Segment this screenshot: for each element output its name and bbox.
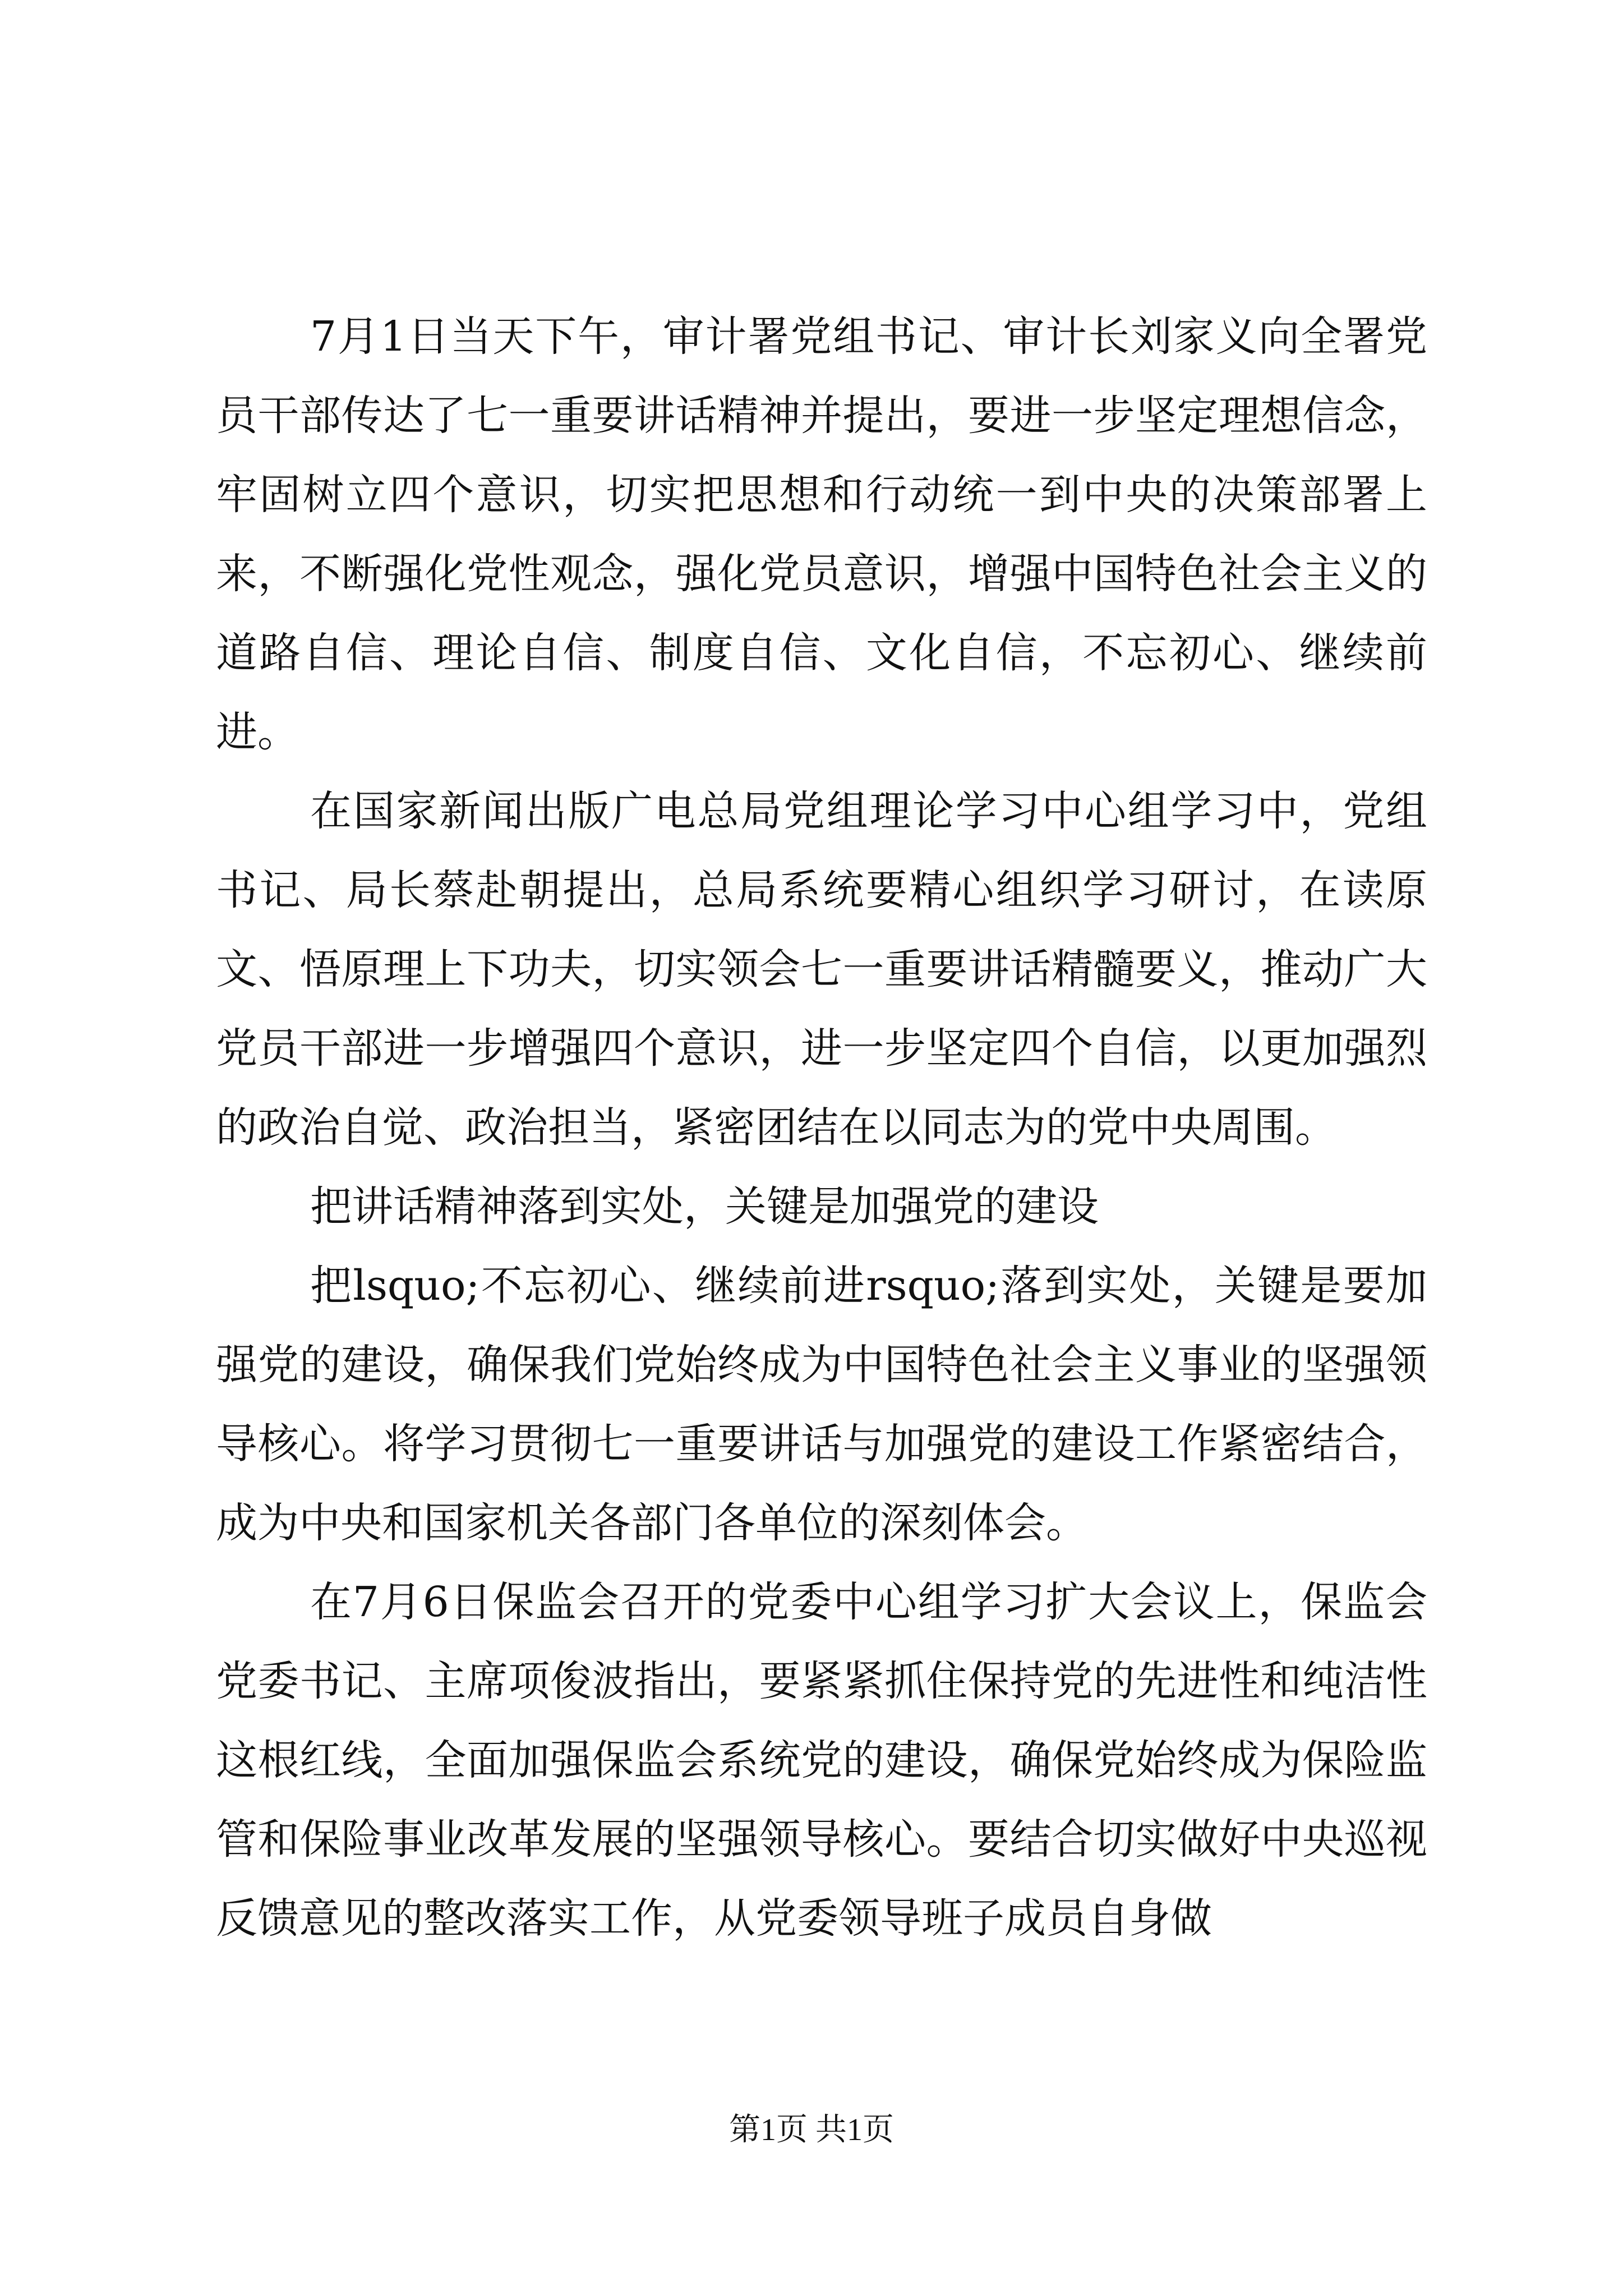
paragraph-party-building: 把lsquo;不忘初心、继续前进rsquo;落到实处，关键是要加强党的建设，确保我们党始终成为中国特色社会主义事业的坚强领导核心。将学习贯彻七一重要讲话与加强党的建设工作紧密结合，成为中央和国家机关各部门各单位的深刻体会。 <box>216 1262 1427 1547</box>
paragraph-press-administration: 在国家新闻出版广电总局党组理论学习中心组学习中，党组书记、局长蔡赴朝提出，总局系统要精心组织学习研讨，在读原文、悟原理上下功夫，切实领会七一重要讲话精髓要义，推动广大党员干部进一步增强四个意识，进一步坚定四个自信，以更加强烈的政治自觉、政治担当，紧密团结在以同志为的党中央周围。 <box>216 787 1427 1152</box>
document-body <box>216 297 1427 1958</box>
paragraph-insurance-commission: 在7月6日保监会召开的党委中心组学习扩大会议上，保监会党委书记、主席项俊波指出，要紧紧抓住保持党的先进性和纯洁性这根红线，全面加强保监会系统党的建设，确保党始终成为保险监管和保险事业改革发展的坚强领导核心。要结合切实做好中央巡视反馈意见的整改落实工作，从党委领导班子成员自身做 <box>216 1578 1427 1943</box>
paragraph-audit-office: 7月1日当天下午，审计署党组书记、审计长刘家义向全署党员干部传达了七一重要讲话精神并提出，要进一步坚定理想信念，牢固树立四个意识，切实把思想和行动统一到中央的决策部署上来，不断强化党性观念，强化党员意识，增强中国特色社会主义的道路自信、理论自信、制度自信、文化自信，不忘初心、继续前进。 <box>216 312 1427 756</box>
section-heading-party-building: 把讲话精神落到实处，关键是加强党的建设 <box>310 1182 1099 1231</box>
page-footer: 第1页 共1页 <box>729 2113 894 2147</box>
